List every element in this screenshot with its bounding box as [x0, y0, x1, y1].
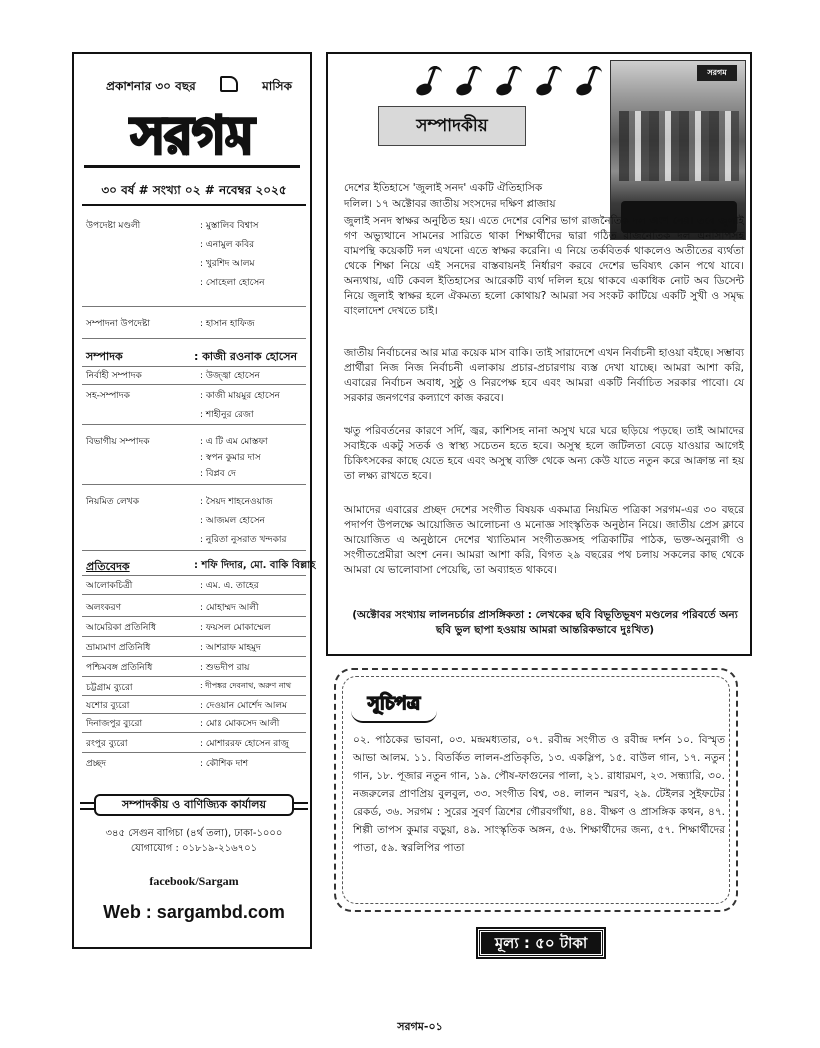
- website-link[interactable]: Web : sargambd.com: [103, 902, 285, 922]
- assoc-editor-name: : শাহীনুর রেজা: [200, 410, 254, 420]
- decor-label: অলংকরণ: [86, 603, 122, 613]
- book-icon: [220, 76, 238, 92]
- exec-editor-label: নির্বাহী সম্পাদক: [86, 371, 142, 381]
- cover-masthead: সরগম: [697, 65, 737, 81]
- photo-label: আলোকচিত্রী: [86, 581, 133, 591]
- issue-line: ৩০ বর্ষ # সংখ্যা ০২ # নবেম্বর ২০২৫: [101, 183, 287, 197]
- divider: [82, 656, 306, 657]
- dept-editor-name: : স্বপন কুমার দাস: [200, 453, 261, 463]
- ctg-label: চট্টগ্রাম ব্যুরো: [86, 683, 133, 693]
- cover-thumbnail: [610, 60, 746, 240]
- dept-editor-name: : বিপ্লব দে: [200, 469, 236, 479]
- dept-editor-label: বিভাগীয় সম্পাদক: [86, 437, 150, 447]
- roving-label: ভ্রাম্যমাণ প্রতিনিধি: [86, 643, 151, 653]
- music-note-icon: [532, 66, 564, 96]
- america-label: আমেরিকা প্রতিনিধি: [86, 623, 157, 633]
- ctg-name: : দীপঙ্কর দেবনাথ, অরুণ নাথ: [200, 681, 292, 690]
- divider: [82, 752, 306, 753]
- america-name: : ফয়সল মোকাম্মেল: [200, 623, 271, 633]
- music-note-icon: [452, 66, 484, 96]
- music-note-icon: [572, 66, 604, 96]
- title-flourish: [351, 711, 437, 723]
- assoc-editor-label: সহ-সম্পাদক: [86, 391, 130, 401]
- music-note-icon: [492, 66, 524, 96]
- contact-line: যোগাযোগ : ০১৮১৯-২১৬৭০১: [130, 843, 258, 854]
- editing-advisor-name: : হাসান হাফিজ: [200, 319, 255, 329]
- editorial-paragraph: আমাদের এবারের প্রচ্ছদ দেশের সংগীত বিষয়ক একমাত্র নিয়মিত পত্রিকা সরগম-এর ৩০ বছরে পদার্পণ উপলক্ষে আয়োজিত আলোচনা ও মনোজ্ঞ সাংস্কৃতিক অনুষ্ঠান নিয়ে। জাতীয় প্রেস ক্লাবে আয়োজিত এ অনুষ্ঠানে দেশের খ্যাতিমান সংগীতজ্ঞসহ পত্রিকাটির পাঠক, ভক্ত-অনুরাগী ও সংগীতপ্রেমীরা অংশ নেন। আমরা আশা করি, বিগত ২৯ বছরের পথ চলায় সকলের কাছ থেকে আমরা যে ভালোবাসা পেয়েছি, তা অব্যাহত থাকবে।: [344, 504, 744, 576]
- divider: [82, 676, 306, 677]
- editorial-box: [326, 52, 752, 656]
- contents-box: [334, 668, 738, 912]
- decor-name: : মোহাম্মদ আলী: [200, 603, 259, 613]
- music-notes-decoration: [412, 66, 608, 98]
- regular-writer-name: : সৈয়দ শাহনেওয়াজ: [200, 497, 273, 507]
- facebook-link[interactable]: facebook/Sargam: [149, 874, 239, 888]
- editor-name: : কাজী রওনাক হোসেন: [194, 350, 298, 363]
- regular-writer-name: : আজমল হোসেন: [200, 516, 265, 526]
- jessore-label: যশোর ব্যুরো: [86, 701, 130, 711]
- divider: [82, 713, 306, 714]
- divider: [82, 366, 306, 367]
- regular-writer-name: : নুরিতা নুসরাত খন্দকার: [200, 535, 287, 545]
- advisor-name: : খুরশিদ আলম: [200, 259, 255, 269]
- rangpur-name: : মোশাররফ হোসেন রাজু: [200, 739, 289, 749]
- divider: [82, 575, 306, 576]
- divider: [82, 306, 306, 307]
- advisor-name: : সোহেলা হোসেন: [200, 278, 265, 288]
- tagline-monthly: মাসিক: [262, 79, 292, 93]
- dinajpur-name: : মোঃ মোকসেদ আলী: [200, 719, 280, 729]
- contents-list: ০২. পাঠকের ভাবনা, ০৩. মন্দ্রমধ্যতার, ০৭. রবীন্দ্র সংগীত ও রবীন্দ্র দর্শন ১০. বিস্মৃত আভা আলম. ১১. বিতর্কিত লালন-প্রতিকৃতি, ১৩. একস্লিপ, ১৫. বাউল গান, ১৭. নতুন গান, ১৮. পূজার নতুন গান, ১৯. পৌষ-ফাগুনের পালা, ২১. রাধারমণ, ২৩. সন্ধ্যারি, ৩০. নজরুলের প্রাণপ্রিয় বুলবুল, ৩৩. সংগীত বিশ্ব, ৩৪. লালন স্মরণ, ২৯. টেইলর সুইফটের রেকর্ড, ৩৬. সরগম : সুরের সুবর্ণ ত্রিশের গৌরবগাঁথা, ৪৪. বীক্ষণ ও প্রাসঙ্গিক কথন, ৪৭. শিল্পী তাপস কুমার বড়ুয়া, ৪৯. সাংস্কৃতিক অঙ্গন, ৫৬. শিক্ষার্থীদের জন্য, ৫৭. শিক্ষার্থীদের পাতা, ৫৯. স্বরলিপির পাতা: [353, 734, 725, 854]
- page-number: সরগম-০১: [397, 1020, 443, 1033]
- advisor-name: : এনামুল কবির: [200, 240, 255, 250]
- assoc-editor-name: : কাজী মায়মুর হোসেন: [200, 391, 280, 401]
- cover-credit-name: : কৌশিক দাশ: [200, 759, 249, 769]
- dept-editor-name: : এ টি এম মোস্তফা: [200, 437, 268, 447]
- divider: [82, 695, 306, 696]
- roving-name: : আশরাফ মাহমুদ: [200, 643, 261, 653]
- reporter-name: : শফি দিদার, মো. বাকি বিল্লাহ: [194, 560, 316, 571]
- reporter-label: প্রতিবেদক: [86, 560, 130, 573]
- address-block: [86, 826, 302, 856]
- photo-name: : এম. এ. তাহের: [200, 581, 259, 591]
- contents-inner-border: [342, 676, 730, 904]
- divider: [82, 204, 306, 206]
- regular-writers-label: নিয়মিত লেখক: [86, 497, 139, 507]
- divider: [82, 636, 306, 637]
- divider: [82, 424, 306, 425]
- westbengal-label: পশ্চিমবঙ্গ প্রতিনিধি: [86, 663, 153, 673]
- editorial-paragraph: ঋতু পরিবর্তনের কারণে সর্দি, জ্বর, কাশিসহ নানা অসুখ ঘরে ঘরে ছড়িয়ে পড়ছে। তাই আমাদের সবাইকে একটু সতর্ক ও স্বাস্থ্য সচেতন হতে হবে। অসুস্থ হলে জটিলতা বেড়ে যাওয়ার আগেই চিকিৎসকের কাছে যেতে হবে এবং অসুস্থ ব্যক্তি থেকে অন্য কেউ যাতে নতুন করে আক্রান্ত না হয় তা লক্ষ্য রাখতে হবে।: [344, 425, 744, 482]
- editorial-paragraph: জুলাই সনদ স্বাক্ষর অনুষ্ঠিত হয়। এতে দেশের বেশির ভাগ রাজনৈতিক দল অংশ নেয়। তবে জুলাই গণ অভ্যুত্থানে সামনের সারিতে থাকা শিক্ষার্থীদের দ্বারা গঠিত রাজনৈতিক দল এনসিপিসহ বামপন্থি কয়েকটি দল এখনো এতে স্বাক্ষর করেনি। এ নিয়ে তর্কবিতর্ক থাকলেও অতীতের ব্যর্থতা থেকে শিক্ষা নিয়ে এই সনদের বাস্তবায়নই নির্ধারণ করবে দেশের ভবিষ্যৎ কোন পথে যাবে। অন্যথায়, এটি কেবল ইতিহাসের আরেকটি ব্যর্থ দলিল হয়ে থাকবে একাধিক নোট অব ডিসেন্ট নিয়ে জুলাই স্বাক্ষর হলে ঐকমত্য হলো কোথায়? আমরা সব সংকট কাটিয়ে একটি সুখী ও সমৃদ্ধ বাংলাদেশ দেখতে চাই।: [344, 215, 744, 317]
- cover-credit-label: প্রচ্ছদ: [86, 759, 106, 769]
- contents-title: সূচিপত্র: [367, 693, 421, 714]
- exec-editor-name: : উজ্জ্বা হোসেন: [200, 371, 260, 381]
- divider: [82, 384, 306, 385]
- address-line: ৩৪৫ সেগুন বাগিচা (৪র্থ তলা), ঢাকা-১০০০: [105, 828, 283, 839]
- jessore-name: : দেওয়ান মোর্শেদ আলম: [200, 701, 288, 711]
- divider: [82, 732, 306, 733]
- advisors-label: উপদেষ্টা মণ্ডলী: [86, 221, 141, 231]
- editing-advisor-label: সম্পাদনা উপদেষ্টা: [86, 319, 151, 329]
- dinajpur-label: দিনাজপুর ব্যুরো: [86, 719, 143, 729]
- magazine-logo: সরগম: [131, 105, 253, 166]
- masthead-column: [72, 52, 316, 949]
- cover-photo: [619, 111, 739, 181]
- correction-note: (অক্টোবর সংখ্যায় লালনচর্চার প্রাসঙ্গিকতা : লেখকের ছবি বিভূতিভূষণ মণ্ডলের পরিবর্তে অন্য ছবি ভুল ছাপা হওয়ায় আমরা আন্তরিকভাবে দুঃখিত): [352, 609, 738, 636]
- editorial-paragraph: জাতীয় নির্বাচনের আর মাত্র কয়েক মাস বাকি। তাই সারাদেশে এখন নির্বাচনী হাওয়া বইছে। সম্ভাব্য প্রার্থীরা নিজ নিজ নির্বাচনী এলাকায় প্রচার-প্রচারণায় ব্যস্ত দেখা যাচ্ছে। আমরা আশা করি, এবারের নির্বাচন অবাধ, সুষ্ঠু ও নিরপেক্ষ হবে এবং আমরা একটি নির্বাচিত সরকার পাবো। যে সরকার জনগণের কল্যাণে কাজ করবে।: [344, 347, 744, 404]
- advisor-name: : মুস্তালিব বিশ্বাস: [200, 221, 259, 231]
- divider: [82, 484, 306, 485]
- editorial-paragraph: দলিল। ১৭ অক্টোবর জাতীয় সংসদের দক্ষিণ প্লাজায়: [344, 198, 556, 210]
- divider: [82, 338, 306, 339]
- price-badge: মূল্য : ৫০ টাকা: [478, 929, 604, 957]
- divider: [82, 550, 306, 551]
- music-note-icon: [412, 66, 444, 96]
- divider: [82, 616, 306, 617]
- office-heading: সম্পাদকীয় ও বাণিজ্যিক কার্যালয়: [94, 794, 294, 816]
- editor-label: সম্পাদক: [86, 350, 123, 363]
- editorial-paragraph: দেশের ইতিহাসে 'জুলাই সনদ' একটি ঐতিহাসিক: [344, 182, 543, 194]
- westbengal-name: : শুভদীপ রায়: [200, 663, 250, 673]
- tagline-anniversary: প্রকাশনার ৩০ বছর: [106, 79, 196, 93]
- rangpur-label: রংপুর ব্যুরো: [86, 739, 128, 749]
- editorial-title: সম্পাদকীয়: [378, 106, 526, 146]
- logo-underline: [84, 156, 300, 168]
- divider: [82, 594, 306, 595]
